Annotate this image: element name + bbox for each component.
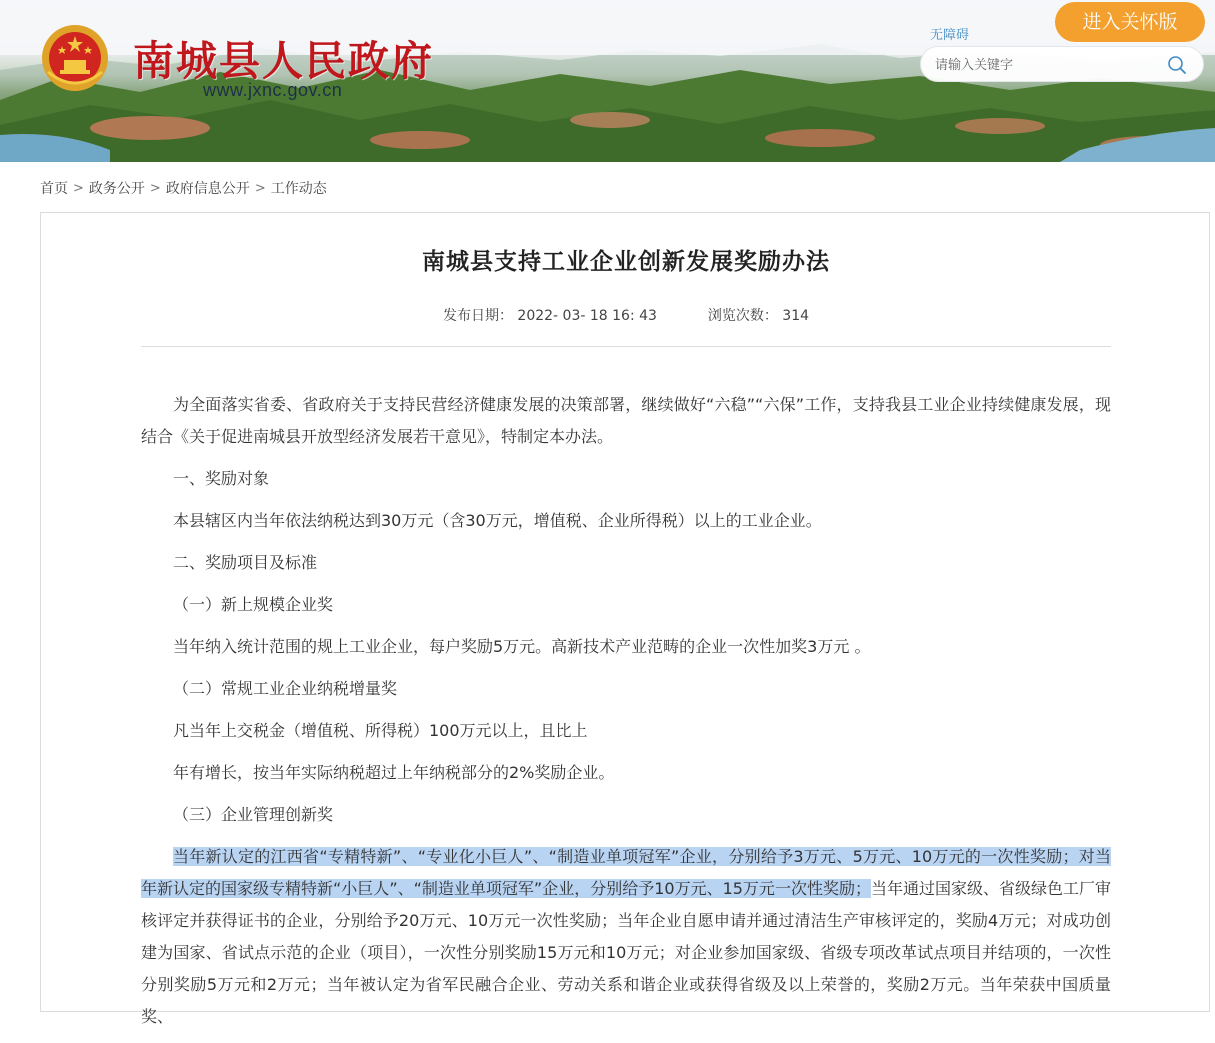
selected-text: 当年新认定的江西省“专精特新”、“专业化小巨人”、“制造业单项冠军”企业，分别给予3万元、5万元、10万元的一次性奖励；对当年新认定的国家级专精特新“小巨人”、“制造业单项冠军”企业，分别给予10万元、15万元一次性奖励； bbox=[141, 847, 1111, 898]
header-banner bbox=[0, 0, 1215, 162]
article-paragraph: 当年纳入统计范围的规上工业企业，每户奖励5万元。高新技术产业范畴的企业一次性加奖3万元 。 bbox=[173, 637, 871, 656]
breadcrumb-work-news[interactable]: 工作动态 bbox=[270, 181, 327, 197]
accessibility-link[interactable]: 无障碍 bbox=[930, 28, 970, 43]
section-heading: 二、奖励项目及标准 bbox=[173, 553, 318, 572]
subsection-heading: （二）常规工业企业纳税增量奖 bbox=[173, 679, 398, 698]
breadcrumb-separator-icon: > bbox=[149, 180, 161, 196]
site-title[interactable]: 南城县人民政府 bbox=[133, 37, 434, 85]
subsection-heading: （三）企业管理创新奖 bbox=[173, 805, 334, 824]
publish-date-label: 发布日期： bbox=[442, 308, 513, 324]
article-body bbox=[141, 389, 1111, 1043]
search-icon[interactable] bbox=[1167, 55, 1187, 75]
section-heading: 一、奖励对象 bbox=[173, 469, 270, 488]
breadcrumb-gov-affairs[interactable]: 政务公开 bbox=[88, 181, 145, 197]
article-title: 南城县支持工业企业创新发展奖励办法 bbox=[422, 249, 830, 275]
national-emblem-icon bbox=[40, 22, 110, 94]
subsection-heading: （一）新上规模企业奖 bbox=[173, 595, 334, 614]
article-meta bbox=[41, 305, 1211, 325]
search-box bbox=[920, 46, 1204, 82]
breadcrumb-separator-icon: > bbox=[73, 180, 84, 196]
article-paragraph: 为全面落实省委、省政府关于支持民营经济健康发展的决策部署，继续做好“六稳”“六保”工作，支持我县工业企业持续健康发展，现结合《关于促进南城县开放型经济发展若干意见》，特制定本办法。 bbox=[141, 395, 1111, 446]
breadcrumb-separator-icon: > bbox=[254, 180, 266, 196]
paragraph-text: 当年通过国家级、省级绿色工厂审核评定并获得证书的企业，分别给予20万元、10万元一次性奖励；当年企业自愿申请并通过清洁生产审核评定的，奖励4万元；对成功创建为国家、省试点示范的企业（项目），一次性分别奖励15万元和10万元；对企业参加国家级、省级专项改革试点项目并结项的，一次性分别奖励5万元和2万元；当年被认定为省军民融合企业、劳动关系和谐企业或获得省级及以上荣誉的，奖励2万元。当年荣获中国质量奖、 bbox=[141, 879, 1111, 1026]
breadcrumb-home[interactable]: 首页 bbox=[40, 181, 68, 197]
breadcrumb bbox=[40, 178, 327, 198]
article-paragraph: 本县辖区内当年依法纳税达到30万元（含30万元，增值税、企业所得税）以上的工业企业。 bbox=[173, 511, 822, 530]
article-paragraph: 年有增长，按当年实际纳税超过上年纳税部分的2%奖励企业。 bbox=[173, 763, 615, 782]
care-mode-button[interactable]: 进入关怀版 bbox=[1055, 2, 1205, 42]
article-panel bbox=[40, 212, 1210, 1026]
view-count: 314 bbox=[782, 308, 810, 324]
divider bbox=[141, 346, 1111, 347]
site-url[interactable]: www.jxnc.gov.cn bbox=[203, 80, 343, 100]
view-count-label: 浏览次数： bbox=[707, 308, 778, 324]
article-paragraph: 凡当年上交税金（增值税、所得税）100万元以上，且比上 bbox=[173, 721, 588, 740]
breadcrumb-gov-info[interactable]: 政府信息公开 bbox=[165, 181, 250, 197]
article-paragraph bbox=[141, 841, 1111, 1033]
search-input[interactable] bbox=[935, 55, 1165, 75]
publish-date: 2022- 03- 18 16: 43 bbox=[517, 308, 657, 324]
